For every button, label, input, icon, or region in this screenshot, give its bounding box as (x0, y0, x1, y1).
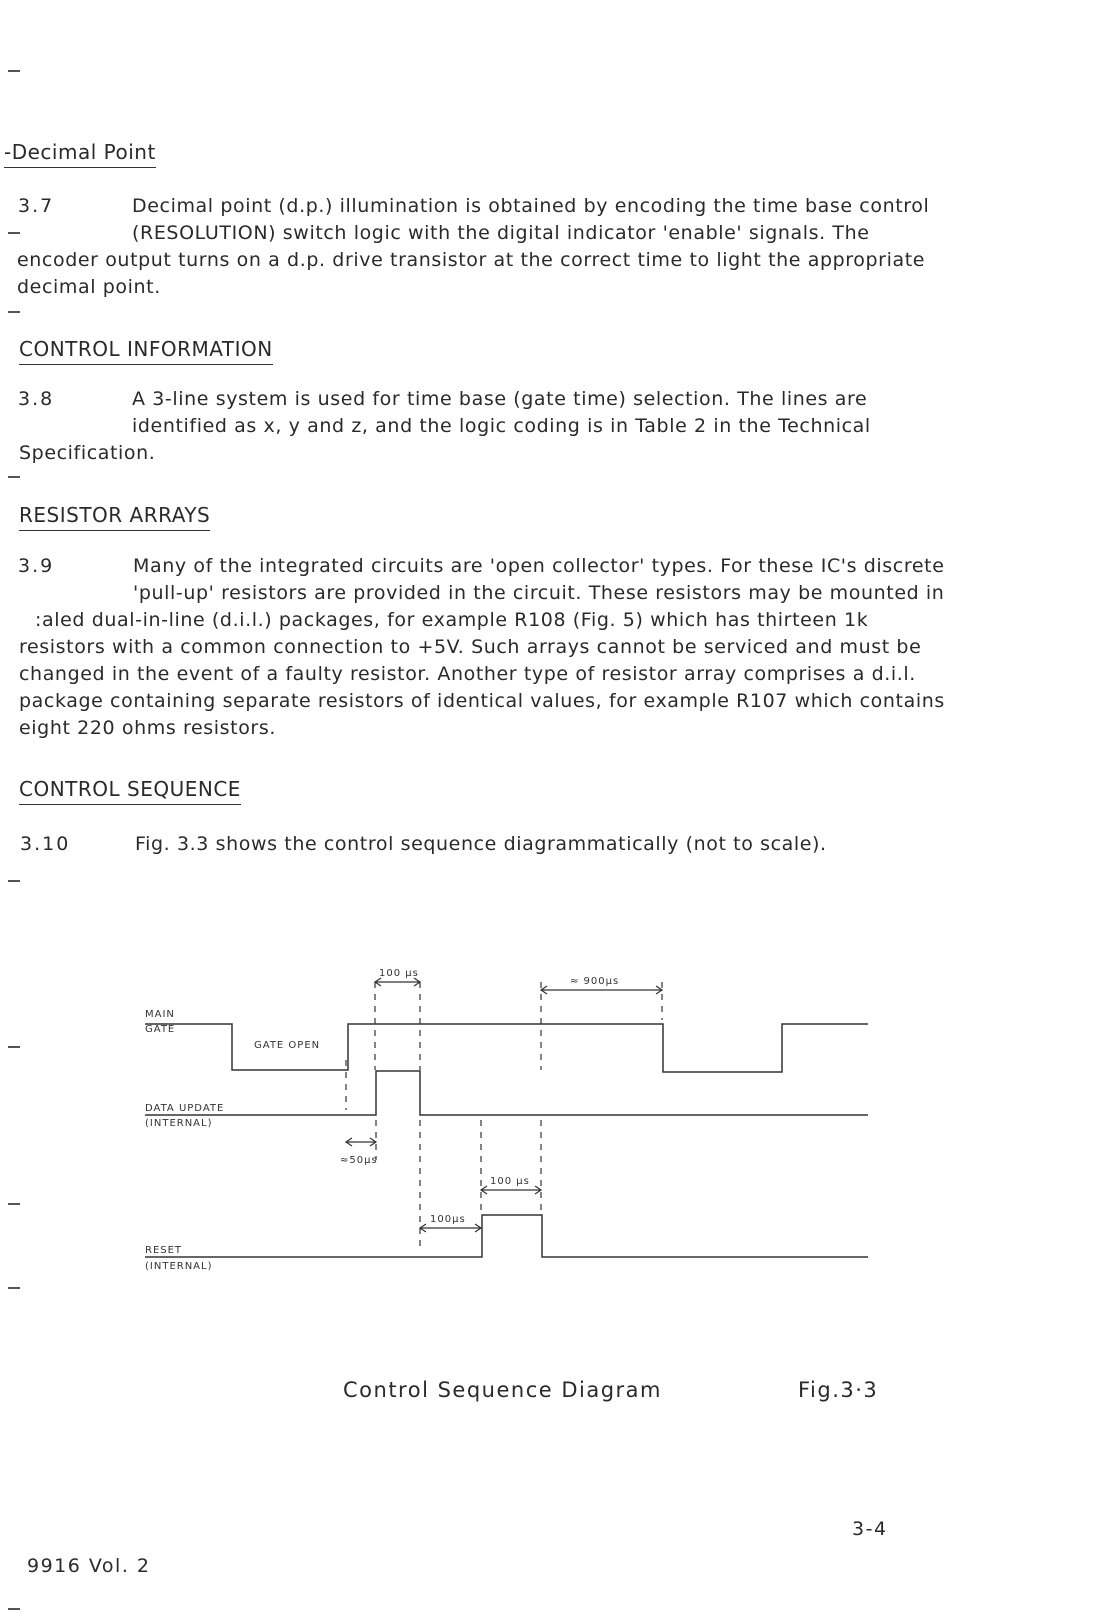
gate-open-label: GATE OPEN (254, 1040, 321, 1051)
data-update-label: DATA UPDATE (145, 1103, 225, 1114)
paragraph-line: package containing separate resistors of identical values, for example R107 which contains (19, 690, 945, 712)
main-gate-label: MAIN (145, 1009, 175, 1020)
reset-label: (INTERNAL) (145, 1261, 213, 1272)
paragraph-line: :aled dual-in-line (d.i.l.) packages, for example R108 (Fig. 5) which has thirteen 1k (35, 609, 869, 631)
data-update-label: (INTERNAL) (145, 1118, 213, 1129)
figure-caption: Control Sequence Diagram (343, 1378, 663, 1402)
paragraph-line: Specification. (19, 442, 156, 464)
margin-mark (8, 880, 20, 882)
main-gate-label: GATE (145, 1024, 176, 1035)
paragraph-line: decimal point. (17, 276, 161, 298)
document-id: 9916 Vol. 2 (27, 1555, 151, 1577)
section-heading-decimal-point: -Decimal Point (4, 140, 156, 168)
data-update-waveform (145, 1071, 868, 1115)
figure-label: Fig.3·3 (798, 1378, 879, 1402)
timing-label-100us: 100 μs (379, 968, 419, 979)
margin-mark (8, 311, 20, 313)
section-heading-control-information: CONTROL INFORMATION (19, 337, 273, 365)
paragraph-line: 'pull-up' resistors are provided in the circuit. These resistors may be mounted in (133, 582, 945, 604)
section-heading-control-sequence: CONTROL SEQUENCE (19, 777, 241, 805)
timing-label-100us: 100 μs (490, 1176, 530, 1187)
paragraph-line: Fig. 3.3 shows the control sequence diagrammatically (not to scale). (135, 833, 827, 855)
paragraph-line: Decimal point (d.p.) illumination is obtained by encoding the time base control (132, 195, 930, 217)
paragraph-line: identified as x, y and z, and the logic coding is in Table 2 in the Technical (132, 415, 871, 437)
section-heading-resistor-arrays: RESISTOR ARRAYS (19, 503, 210, 531)
margin-mark (8, 232, 20, 234)
timing-label-100us: 100μs (430, 1214, 466, 1225)
paragraph-line: resistors with a common connection to +5V. Such arrays cannot be serviced and must be (19, 636, 922, 658)
paragraph-line: changed in the event of a faulty resistor. Another type of resistor array comprises a d.i.l. (19, 663, 916, 685)
paragraph-number: 3.7 (18, 195, 55, 217)
timing-label-900us: ≈ 900μs (570, 976, 620, 987)
page-number: 3-4 (852, 1518, 888, 1540)
paragraph-number: 3.8 (18, 388, 55, 410)
paragraph-number: 3.9 (18, 555, 55, 577)
margin-mark (8, 70, 20, 72)
control-sequence-diagram (0, 960, 1104, 1300)
paragraph-line: A 3-line system is used for time base (gate time) selection. The lines are (132, 388, 868, 410)
paragraph-line: Many of the integrated circuits are 'open collector' types. For these IC's discrete (133, 555, 945, 577)
paragraph-number: 3.10 (20, 833, 71, 855)
reset-waveform (145, 1215, 868, 1257)
paragraph-line: (RESOLUTION) switch logic with the digital indicator 'enable' signals. The (132, 222, 870, 244)
timing-label-50us: ≈50μs (340, 1155, 378, 1166)
paragraph-line: eight 220 ohms resistors. (19, 717, 276, 739)
paragraph-line: encoder output turns on a d.p. drive transistor at the correct time to light the appropriate (17, 249, 926, 271)
margin-mark (8, 476, 20, 478)
margin-mark (8, 1608, 20, 1610)
reset-label: RESET (145, 1245, 183, 1256)
